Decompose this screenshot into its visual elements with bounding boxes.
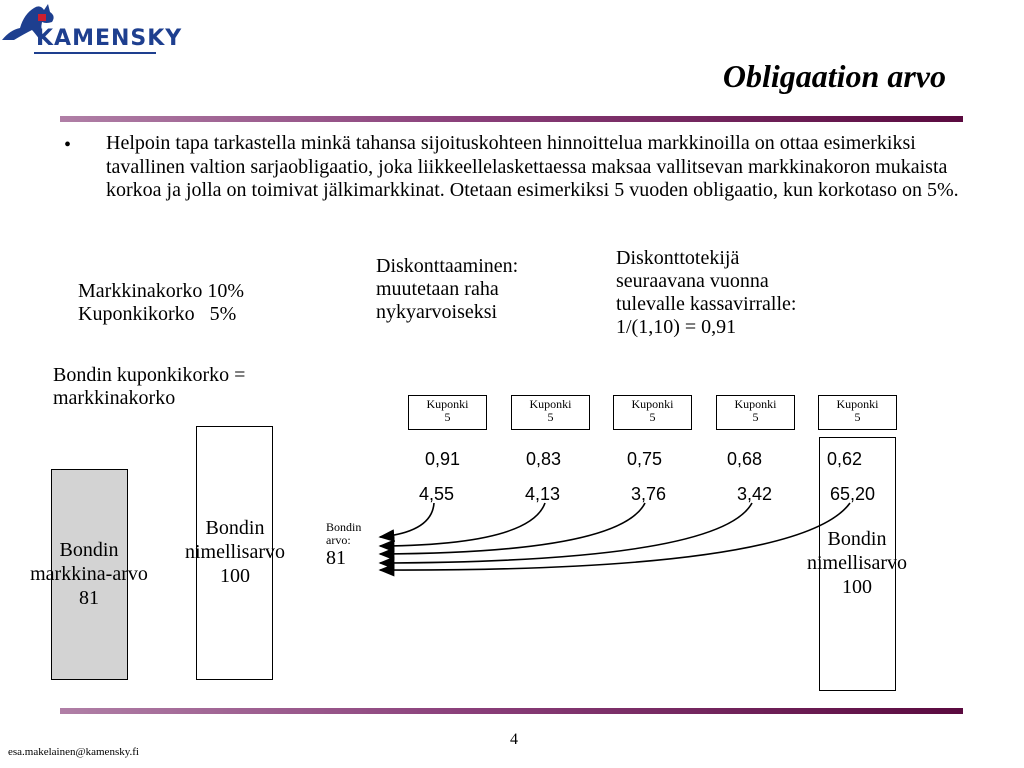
coupon-amount: 5 [649, 410, 656, 424]
final-nominal-line-2: nimellisarvo [807, 552, 907, 574]
factor-line-3: tulevalle kassavirralle: [616, 293, 797, 315]
bullet-icon: • [64, 134, 72, 156]
market-value-line-3: 81 [79, 587, 99, 609]
present-value-2: 4,13 [525, 484, 561, 504]
coupon-equals-line-2: markkinakorko [53, 387, 176, 409]
nominal-value-line-1: Bondin [205, 517, 265, 539]
discounting-line-3: nykyarvoiseksi [376, 301, 498, 323]
coupon-label: Kuponki [631, 397, 674, 411]
bullet-text: Helpoin tapa tarkastella minkä tahansa sijoituskohteen hinnoittelua markkinoilla on ottaa esimerkiksi tavallinen valtion sarjaobligaatio, joka liikkeellelaskettaessa maksaa vallitsevan markkinakoron mukaista korkoa ja jolla on toimivat jälkimarkkinat. Otetaan esimerkiksi 5 vuoden obligaatio, kun korkotaso on 5%. [106, 132, 959, 201]
bond-value-amount: 81 [326, 547, 346, 569]
bottom-divider [60, 708, 963, 714]
factor-2: 0,83 [526, 449, 562, 469]
coupon-rate: Kuponkikorko 5% [78, 303, 237, 325]
nominal-value-line-2: nimellisarvo [185, 541, 285, 563]
bond-value-line-2: arvo: [326, 533, 351, 547]
factor-line-4: 1/(1,10) = 0,91 [616, 316, 737, 338]
coupon-amount: 5 [854, 410, 861, 424]
factor-3: 0,75 [627, 449, 663, 469]
market-rate: Markkinakorko 10% [78, 280, 245, 302]
discounting-line-2: muutetaan raha [376, 278, 499, 300]
arrow-3 [380, 503, 645, 554]
factor-4: 0,68 [727, 449, 763, 469]
logo-wordmark: KAMENSKY [36, 26, 183, 51]
coupon-equals-line-1: Bondin kuponkikorko = [53, 364, 246, 386]
present-value-1: 4,55 [419, 484, 455, 504]
nominal-value-line-3: 100 [220, 565, 250, 587]
final-nominal-line-3: 100 [842, 576, 872, 598]
arrow-2 [380, 503, 545, 546]
market-value-line-1: Bondin [59, 539, 119, 561]
present-value-3: 3,76 [631, 484, 667, 504]
arrow-4 [380, 503, 752, 563]
coupon-label: Kuponki [529, 397, 572, 411]
footer-email: esa.makelainen@kamensky.fi [8, 746, 139, 758]
market-value-line-2: markkina-arvo [30, 563, 148, 585]
page-number: 4 [510, 731, 518, 748]
coupon-label: Kuponki [836, 397, 879, 411]
coupon-label: Kuponki [426, 397, 469, 411]
slide-title: Obligaation arvo [722, 58, 946, 94]
factor-5: 0,62 [827, 449, 863, 469]
coupon-label: Kuponki [734, 397, 777, 411]
present-value-4: 3,42 [737, 484, 773, 504]
bond-value-line-1: Bondin [326, 520, 362, 534]
present-value-5: 65,20 [830, 484, 876, 504]
coupon-amount: 5 [752, 410, 759, 424]
discounting-line-1: Diskonttaaminen: [376, 255, 519, 277]
arrow-1 [380, 503, 434, 537]
arrow-5 [380, 503, 850, 570]
factor-1: 0,91 [425, 449, 461, 469]
factor-line-1: Diskonttotekijä [616, 247, 740, 269]
coupon-amount: 5 [547, 410, 554, 424]
factor-line-2: seuraavana vuonna [616, 270, 769, 292]
final-nominal-line-1: Bondin [827, 528, 887, 550]
coupon-amount: 5 [444, 410, 451, 424]
